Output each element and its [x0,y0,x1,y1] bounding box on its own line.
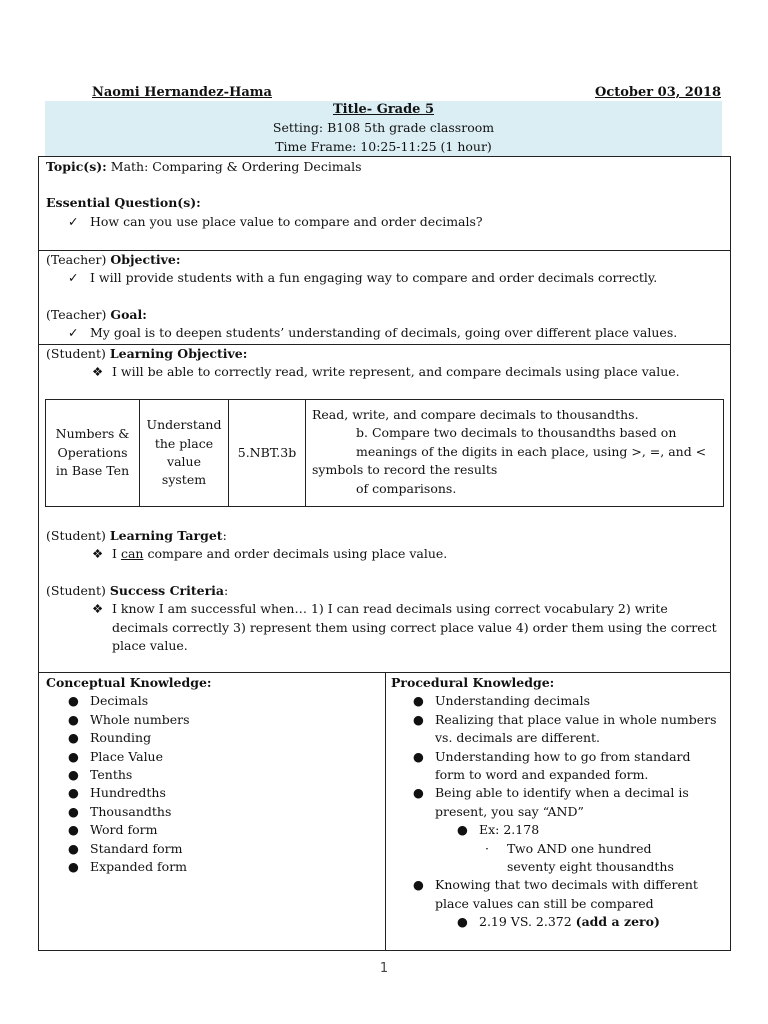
standard-domain-cell [46,400,140,507]
teacher-objective-item [46,269,726,287]
example-text: seventy eight thousandths [507,859,674,875]
list-item-text: vs. decimals are different. [435,730,601,746]
bullet-icon: ● [68,803,79,819]
check-mark-icon: ✓ [68,325,79,341]
student-objective-section [46,345,726,382]
list-item [46,858,380,876]
essential-question-label: Essential Question(s): [46,195,201,211]
example-text: Ex: 2.178 [479,822,540,838]
bullet-icon: ● [68,767,79,783]
topic-section [46,158,726,231]
standard-cluster-line: system [161,472,207,488]
list-item-text: Standard form [90,840,183,856]
example-text: Two AND one hundred [507,840,652,856]
bullet-icon: ● [413,693,424,709]
learning-target-item [46,545,726,563]
learning-target-text: compare and order decimals using place value. [147,546,448,562]
author-name: Naomi Hernandez-Hama [92,85,272,100]
bullet-icon: ● [68,785,79,801]
teacher-objective-label: Objective: [110,252,181,267]
list-item [46,748,380,766]
learning-target-heading [46,527,726,545]
list-item-text: Rounding [90,730,152,746]
list-item [413,876,727,894]
list-item [46,840,380,858]
standard-description-line: Read, write, and compare decimals to thousandths. [312,407,639,422]
procedural-knowledge-label: Procedural Knowledge: [391,675,555,690]
standard-description-line: of comparisons. [356,480,457,496]
page-number: 1 [379,961,389,976]
bullet-icon: ● [457,822,468,838]
bullet-icon: ● [68,748,79,764]
list-item [46,821,380,839]
list-item-text: Thousandths [90,803,172,819]
student-objective-text: I will be able to correctly read, write represent, and compare decimals using place value. [112,364,680,380]
bullet-icon: ● [68,730,79,746]
essential-question-text: How can you use place value to compare and order decimals? [90,213,483,229]
bullet-icon: ● [413,785,424,801]
list-item-text: Whole numbers [90,711,190,727]
bullet-icon: ● [68,711,79,727]
check-mark-icon: ✓ [68,213,79,229]
standard-cluster-line: the place [154,435,214,451]
topic-value: Math: Comparing & Ordering Decimals [110,159,362,174]
list-item-text: Being able to identify when a decimal is [435,785,689,801]
success-criteria-colon: : [224,582,229,598]
list-item [413,748,727,766]
check-mark-icon: ✓ [68,270,79,286]
list-item-text: Expanded form [90,859,188,875]
list-item [413,784,727,802]
small-bullet-icon: · [485,840,489,856]
conceptual-knowledge-label: Conceptual Knowledge: [46,675,212,690]
bullet-icon: ● [413,711,424,727]
standard-code: 5.NBT.3b [237,444,297,460]
standard-domain-line: Operations [57,444,128,460]
standards-table [45,399,724,507]
lesson-time-frame: Time Frame: 10:25-11:25 (1 hour) [275,138,492,154]
list-item-text: Word form [90,822,158,838]
list-item [413,821,727,839]
success-criteria-heading [46,582,726,600]
lesson-date: October 03, 2018 [595,85,721,100]
list-item-text: place values can still be compared [435,895,654,911]
standard-domain-line: in Base Ten [55,463,130,479]
learning-target-colon: : [222,528,227,543]
standard-domain-line: Numbers & [55,426,130,442]
teacher-section [46,251,726,343]
bullet-icon: ● [68,822,79,838]
bullet-icon: ● [68,693,79,709]
table-row [46,400,724,507]
list-item-text: Knowing that two decimals with different [435,877,698,893]
success-criteria-line: decimals correctly 3) represent them using correct place value 4) order them using the correct [112,619,717,635]
standard-description-cell [306,400,724,507]
student-objective-prefix: (Student) [46,346,106,361]
topic-label: Topic(s): [46,159,107,174]
teacher-goal-label: Goal: [110,306,147,322]
standard-description-line: meanings of the digits in each place, using >, =, and < [356,443,707,459]
list-item [46,729,380,747]
list-item [413,711,727,729]
list-item-text: Place Value [90,748,164,764]
success-criteria-label: Success Criteria [109,582,225,598]
comparison-text: 2.19 VS. 2.372 [479,914,572,930]
teacher-objective-heading [46,251,726,269]
conceptual-knowledge-column [46,674,380,876]
success-criteria-line: I know I am successful when… 1) I can read decimals using correct vocabulary 2) write [112,601,668,617]
learning-target-i: I [112,546,117,562]
standard-cluster-cell [140,400,229,507]
learning-target-label: Learning Target [109,528,223,543]
knowledge-column-divider [385,672,386,951]
diamond-bullet-icon: ❖ [92,601,104,617]
bullet-icon: ● [413,748,424,764]
list-item-text: Decimals [90,693,149,709]
diamond-bullet-icon: ❖ [92,364,104,380]
standard-description-line: symbols to record the results [312,462,498,478]
list-item [46,803,380,821]
list-item [413,913,727,931]
list-item-text: form to word and expanded form. [435,767,649,783]
bullet-icon: ● [457,914,468,930]
bullet-icon: ● [68,859,79,875]
lesson-setting: Setting: B108 5th grade classroom [272,120,495,136]
conceptual-knowledge-list [46,692,380,876]
success-criteria-line: place value. [112,638,188,654]
list-item-text: Understanding decimals [435,693,591,709]
lesson-title: Title- Grade 5 [332,102,435,117]
list-item [413,692,727,710]
list-item-text: Hundredths [90,785,166,801]
standard-cluster-line: Understand [146,417,222,433]
teacher-goal-heading [46,306,726,324]
standard-cluster-line: value [167,454,201,469]
list-item-text: Tenths [90,767,133,783]
teacher-goal-item [46,324,726,342]
comparison-note: (add a zero) [575,914,660,930]
list-item [46,784,380,802]
list-item-text: present, you say “AND” [435,803,584,819]
list-item-text: Understanding how to go from standard [435,748,691,764]
standard-description-line: b. Compare two decimals to thousandths based on [356,425,677,441]
teacher-goal-text: My goal is to deepen students’ understanding of decimals, going over different place values. [90,325,678,341]
list-item-text: Realizing that place value in whole numbers [435,711,717,727]
list-item [46,766,380,784]
student-objective-item [46,363,726,381]
list-item [413,840,727,858]
learning-target-can: can [120,546,144,562]
bullet-icon: ● [68,840,79,856]
list-item [46,711,380,729]
procedural-knowledge-column [391,674,727,932]
essential-question-item [46,213,726,231]
topic-line [46,158,726,176]
learning-target-prefix: (Student) [46,528,106,543]
teacher-goal-prefix: (Teacher) [46,306,107,322]
success-criteria-prefix: (Student) [46,582,106,598]
diamond-bullet-icon: ❖ [92,546,104,562]
student-objective-label: Learning Objective: [109,346,248,361]
student-objective-heading [46,345,726,363]
bullet-icon: ● [413,877,424,893]
success-criteria-item [46,600,726,655]
standard-code-cell [229,400,306,507]
teacher-objective-text: I will provide students with a fun engaging way to compare and order decimals correctly. [90,270,658,286]
teacher-objective-prefix: (Teacher) [46,252,107,267]
title-band [45,101,722,156]
list-item [46,692,380,710]
learning-target-section [46,527,726,655]
